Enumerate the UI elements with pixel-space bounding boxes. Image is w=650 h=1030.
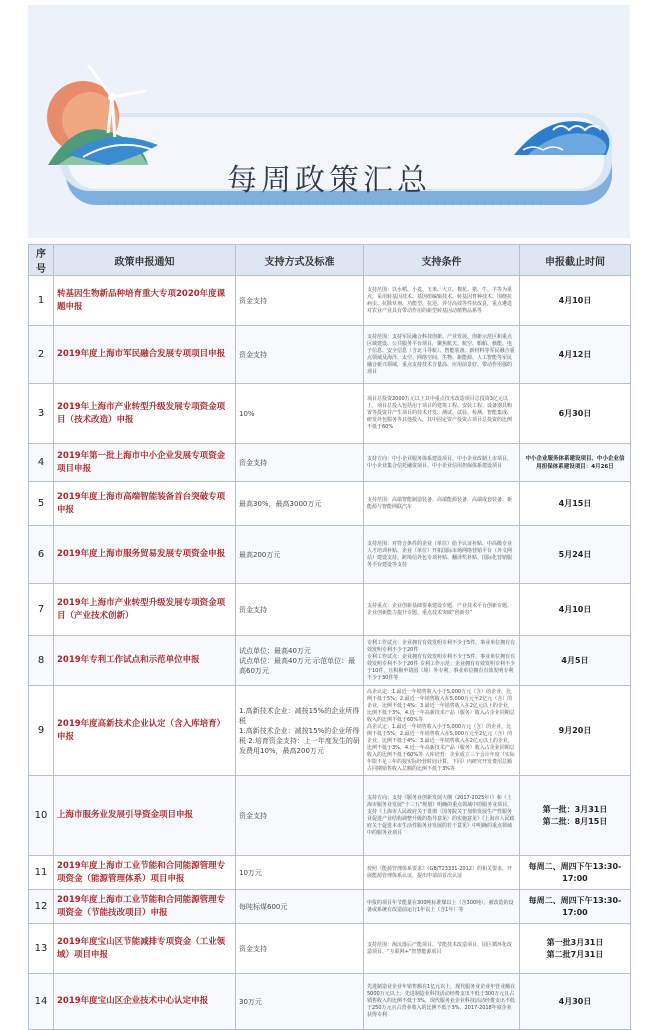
support-method-text: 1.高新技术企业：减按15%的企业所得税 — [239, 706, 360, 725]
support-conditions-text: 按照《能源管理体系要求》（GB/T23331-2012）的相关要求，开展能源管理体系认证，提出申请前首次认证 — [367, 865, 512, 879]
deadline — [520, 776, 631, 856]
deadline-text: 4月10日 — [558, 295, 592, 305]
deadline-text: 每周二、周四下午13:30-17:00 — [528, 895, 622, 917]
table-row — [29, 326, 631, 384]
support-method-text: 资金支持 — [239, 944, 267, 953]
row-index-text: 7 — [37, 604, 45, 615]
deadline-text: 4月5日 — [561, 655, 589, 665]
support-method — [236, 384, 364, 444]
table-row — [29, 974, 631, 1030]
row-index — [29, 924, 54, 974]
policy-name-link-text: 2019年度上海市工业节能和合同能源管理专项资金（节能技改项目）申报 — [57, 894, 226, 918]
header-support-method: 支持方式及标准 — [236, 245, 364, 276]
support-conditions-text: 支持范围：高端智能制造装备、高端能源装备、高端成套装备、新能源与智能网联汽车 — [367, 496, 513, 510]
table-row — [29, 856, 631, 890]
row-index — [29, 276, 54, 326]
support-conditions — [364, 384, 520, 444]
policy-name-link-text: 2019年度上海市高端智能装备首台突破专项申报 — [57, 491, 226, 515]
support-conditions-text: 支持范围：对符合条件的企业（单位）给予认证补贴、中高级专业人才培训补贴、企业（单位）开拓国际市场网络营销平台（外文网站）建设支持、跨境信外包专项补贴、翻译奖补贴、国际化营销服务平台建设等支持 — [367, 540, 513, 568]
support-conditions — [364, 526, 520, 584]
support-conditions-text: 支持重点：企业创新基础要素建设专题、产业技术平台创新专题、企业创新能力提升专题、重点技术突破“创新券” — [367, 602, 513, 616]
policy-name-link-text: 2019年度上海市服务贸易发展专项资金申报 — [57, 549, 226, 559]
support-method — [236, 526, 364, 584]
support-conditions — [364, 326, 520, 384]
policy-name-link[interactable] — [54, 636, 236, 686]
deadline — [520, 686, 631, 776]
deadline-text: 9月20日 — [558, 725, 592, 735]
support-method — [236, 444, 364, 482]
table-row — [29, 482, 631, 526]
policy-table — [28, 244, 631, 1030]
row-index-text: 1 — [37, 295, 45, 306]
deadline-text: 4月12日 — [558, 349, 592, 359]
table-row — [29, 384, 631, 444]
table-row — [29, 526, 631, 584]
support-conditions-text: 专利工作试点：企业拥有有效发明专利不少于5件，事业单位拥有有效发明专利不少于20件 — [367, 639, 516, 653]
support-conditions-text: 支持方向：支持《服务业创新发展大纲（2017-2025年）》和《上海市服务业发展“十三五”规划》明确的重点领域中的服务业项目，支持《上海市人民政府关于贯彻〈国务院关于加快发展生产性服务业促进产业结构调整升级的指导意见〉的实施意见》《上海市人民政府关于促进本市生活性服务业发展的若干意见》中明确的重点领域中的服务业项目 — [367, 794, 515, 836]
support-method-text: 10万元 — [239, 868, 262, 877]
policy-name-link[interactable] — [54, 584, 236, 636]
policy-name-link-text: 2019年度高新技术企业认定（含入库培育）申报 — [57, 718, 226, 742]
deadline-text: 第一批：3月31日 — [542, 804, 608, 814]
support-conditions — [364, 686, 520, 776]
row-index-text: 4 — [37, 457, 45, 468]
row-index — [29, 526, 54, 584]
support-conditions-text: 支持方向：中小企业服务体系建设项目、中小企业改制上市项目、中小企业集合信托融资项目、中小企业信用担保体系建设项目 — [367, 455, 513, 469]
policy-name-link-text: 2019年度宝山区节能减排专项资金（工业领域）项目申报 — [57, 936, 226, 960]
row-index-text: 10 — [34, 810, 48, 821]
header-conditions: 支持条件 — [364, 245, 520, 276]
row-index-text: 14 — [34, 996, 48, 1007]
row-index-text: 11 — [34, 867, 48, 878]
deadline — [520, 482, 631, 526]
support-method — [236, 482, 364, 526]
row-index — [29, 444, 54, 482]
deadline — [520, 636, 631, 686]
header-policy-name: 政策申报通知 — [54, 245, 236, 276]
policy-name-link-text: 2019年度宝山区企业技术中心认定申报 — [57, 996, 209, 1006]
deadline-text: 4月30日 — [558, 996, 592, 1006]
table-row — [29, 636, 631, 686]
table-row — [29, 686, 631, 776]
support-conditions — [364, 636, 520, 686]
header-index: 序号 — [29, 245, 54, 276]
policy-name-link-text: 2019年第一批上海市中小企业发展专项资金项目申报 — [57, 450, 226, 474]
table-row — [29, 924, 631, 974]
table-row — [29, 890, 631, 924]
deadline — [520, 584, 631, 636]
policy-name-link[interactable] — [54, 974, 236, 1030]
policy-name-link-text: 2019年度上海市军民融合发展专项项目申报 — [57, 349, 226, 359]
row-index — [29, 482, 54, 526]
support-method — [236, 276, 364, 326]
policy-name-link[interactable] — [54, 890, 236, 924]
deadline — [520, 276, 631, 326]
support-conditions-text: 高企认定：1.最近一年销售收入小于5,000万元（含）的企业，比例不低于5%；2.最近一年销售收入在5,000万元至2亿元（含）的企业，比例不低于4%；3.最近一年销售收入在2亿元以上的企业，比例不低于3%，4.近一年高新技术产品（服务）收入占企业同期总收入的比例不低于60%等 — [367, 688, 515, 723]
row-index-text: 3 — [37, 408, 45, 419]
support-conditions — [364, 584, 520, 636]
support-method — [236, 974, 364, 1030]
deadline — [520, 326, 631, 384]
deadline-text: 4月10日 — [558, 604, 592, 614]
support-conditions — [364, 276, 520, 326]
row-index — [29, 776, 54, 856]
support-conditions-text: 专利工作试点：企业拥有有效发明专利不少于5件，事业单位拥有有效发明专利不少于20件 专利工作示范：企业拥有有效发明专利不少于10件，且积极申请国（境）外专利，事业单位拥有有效发明专利不少于30件等 — [367, 653, 516, 681]
policy-name-link[interactable] — [54, 444, 236, 482]
support-method-text: 资金支持 — [239, 811, 267, 820]
support-method-text: 1.高新技术企业：减按15%的企业所得税 2.培育资金支持：上一年度发生的研发费用10%，最高200万元 — [239, 726, 360, 755]
support-conditions-text: 支持范围：以水稻、小麦、玉米、大豆、棉花、猪、牛、羊等为重点，采用转基因技术、基因组编辑技术、转基因育种技术、围绕抗病虫、抗除草剂、功能型、抗逆、养分高效等性状改良，重点遴选对农业产业具有带动作用的新型转基因动植物品系等 — [367, 286, 513, 314]
row-index — [29, 584, 54, 636]
deadline-text: 每周二、周四下午13:30-17:00 — [528, 861, 622, 883]
row-index-text: 9 — [37, 725, 45, 736]
policy-name-link-text: 上海市服务业发展引导资金项目申报 — [57, 810, 194, 820]
row-index-text: 12 — [34, 901, 48, 912]
deadline — [520, 890, 631, 924]
support-method — [236, 924, 364, 974]
table-header-row — [29, 245, 631, 276]
support-method — [236, 686, 364, 776]
policy-name-link-text: 2019年上海市产业转型升级发展专项资金项目（产业技术创新） — [57, 597, 226, 621]
support-method — [236, 636, 364, 686]
support-conditions-text: 高企认定：1.最近一年销售收入小于5,000万元（含）的企业，比例不低于5%；2.最近一年销售收入在5,000万元至2亿元（含）的企业，比例不低于4%；3.最近一年销售收入在2亿元以上的企业，比例不低于3%，4.近一年高新技术产品（服务）收入占企业同期总收入的比例不低于60%等 入库培育：企业成立三个会计年度（实际年限不足三年的按实际经营时间计算，下同）内研究开发费用总额占同期销售收入总额的比例不低于3%等 — [367, 723, 515, 772]
table-row — [29, 444, 631, 482]
row-index — [29, 974, 54, 1030]
policy-name-link-text: 2019年度上海市工业节能和合同能源管理专项资金（能源管理体系）项目申报 — [57, 860, 226, 884]
header-deadline: 申报截止时间 — [520, 245, 631, 276]
policy-name-link-text: 2019年上海市产业转型升级发展专项资金项目（技术改造）申报 — [57, 401, 226, 425]
support-method — [236, 890, 364, 924]
policy-name-link[interactable] — [54, 482, 236, 526]
support-conditions — [364, 776, 520, 856]
page-title: 每周政策汇总 — [227, 163, 431, 198]
support-method-text: 试点单位：最高40万元 — [239, 646, 311, 655]
support-conditions — [364, 856, 520, 890]
support-conditions-text: 支持范围：淘汰落后产能项目、节能技术改造项目、园区循环化改造项目、“互联网+”智慧能源项目 — [367, 941, 513, 955]
support-method-text: 最高30%，最高3000万元 — [239, 499, 322, 508]
deadline-text: 4月15日 — [558, 498, 592, 508]
support-method-text: 资金支持 — [239, 296, 267, 305]
support-method-text: 资金支持 — [239, 605, 267, 614]
row-index-text: 13 — [34, 943, 48, 954]
deadline — [520, 856, 631, 890]
policy-name-link[interactable] — [54, 276, 236, 326]
policy-name-link-text: 2019年专利工作试点和示范单位申报 — [57, 655, 200, 665]
support-conditions-text: 申报的项目年节能量在300吨标准煤以上（含300吨），被改造的设备或系统在改造前运行1年以上（含1年）等 — [367, 899, 514, 913]
policy-name-link[interactable] — [54, 326, 236, 384]
policy-name-link[interactable] — [54, 526, 236, 584]
header-banner — [28, 5, 630, 238]
support-conditions — [364, 974, 520, 1030]
support-conditions-text: 支持范围：支持军民融合科技创新、产业发展、创新示范区和重点区域建设、公共服务平台项目，聚焦航天、航空、船舶、核能、电子信息、安全信息（含北斗导航）、智能装备、新材料等军民融合重点领域及海洋、太空、网络空间、生物、新能源、人工智能等军民融合新兴领域，重点支持技术含量高、应用前景好、带动作用强的项目 — [367, 333, 515, 375]
banner-illustration — [28, 5, 630, 238]
row-index-text: 2 — [37, 349, 45, 360]
support-method-text: 10% — [239, 409, 255, 418]
deadline — [520, 444, 631, 482]
support-conditions-text: 先进制造业企业年销售额在1亿元以上，现代服务业企业年营业额在5000万元以上；先进制造业科技活动经费支出不低于300万元且占销售收入的比例不低于3%，现代服务业企业科技活动经费支出不低于250万元且占营业收入的比例不低于3%，2017-2018年度企业获得专利 — [367, 984, 516, 1018]
support-method — [236, 584, 364, 636]
table-row — [29, 584, 631, 636]
support-method-text: 试点单位：最高40万元 示范单位：最高60万元 — [239, 656, 356, 675]
row-index — [29, 856, 54, 890]
policy-name-link[interactable] — [54, 384, 236, 444]
support-method-text: 资金支持 — [239, 350, 267, 359]
support-method — [236, 856, 364, 890]
deadline-text: 6月30日 — [558, 408, 592, 418]
deadline-text: 第一批3月31日 — [546, 937, 604, 947]
policy-name-link[interactable] — [54, 856, 236, 890]
support-method — [236, 776, 364, 856]
deadline-text: 5月24日 — [558, 549, 592, 559]
policy-name-link-text: 转基因生物新品种培育重大专项2020年度课题申报 — [57, 288, 226, 312]
support-conditions — [364, 482, 520, 526]
row-index-text: 6 — [37, 549, 45, 560]
support-method-text: 最高200万元 — [239, 550, 281, 559]
support-method-text: 资金支持 — [239, 458, 267, 467]
support-method-text: 30万元 — [239, 997, 262, 1006]
deadline — [520, 974, 631, 1030]
deadline-text: 中小企业服务体系建设项目、中小企业信用担保体系建设项目：4月26日 — [525, 455, 625, 470]
policy-name-link[interactable] — [54, 776, 236, 856]
row-index-text: 8 — [37, 655, 45, 666]
support-conditions — [364, 890, 520, 924]
row-index — [29, 686, 54, 776]
support-conditions-text: 项目总投资2000万元以上其中重点技术改造项目总投资3亿元以上，项目总投入包括用于项目的建筑工程、安装工程、设备器具购置等投资并产生项目的技术开发、测试、试验、检测、智能集成、研发外包服务等其他投入，其中固定资产投资占项目总投资的比例不低于60% — [367, 396, 513, 430]
row-index-text: 5 — [37, 498, 45, 509]
row-index — [29, 326, 54, 384]
support-conditions — [364, 444, 520, 482]
policy-name-link[interactable] — [54, 924, 236, 974]
deadline — [520, 384, 631, 444]
deadline-text-2: 第二批：8月15日 — [542, 816, 608, 826]
row-index — [29, 636, 54, 686]
deadline — [520, 526, 631, 584]
table-row — [29, 776, 631, 856]
deadline-text-2: 第二批7月31日 — [546, 949, 604, 959]
support-conditions — [364, 924, 520, 974]
support-method — [236, 326, 364, 384]
deadline — [520, 924, 631, 974]
policy-name-link[interactable] — [54, 686, 236, 776]
row-index — [29, 384, 54, 444]
table-row — [29, 276, 631, 326]
support-method-text: 每吨标煤600元 — [239, 902, 288, 911]
row-index — [29, 890, 54, 924]
